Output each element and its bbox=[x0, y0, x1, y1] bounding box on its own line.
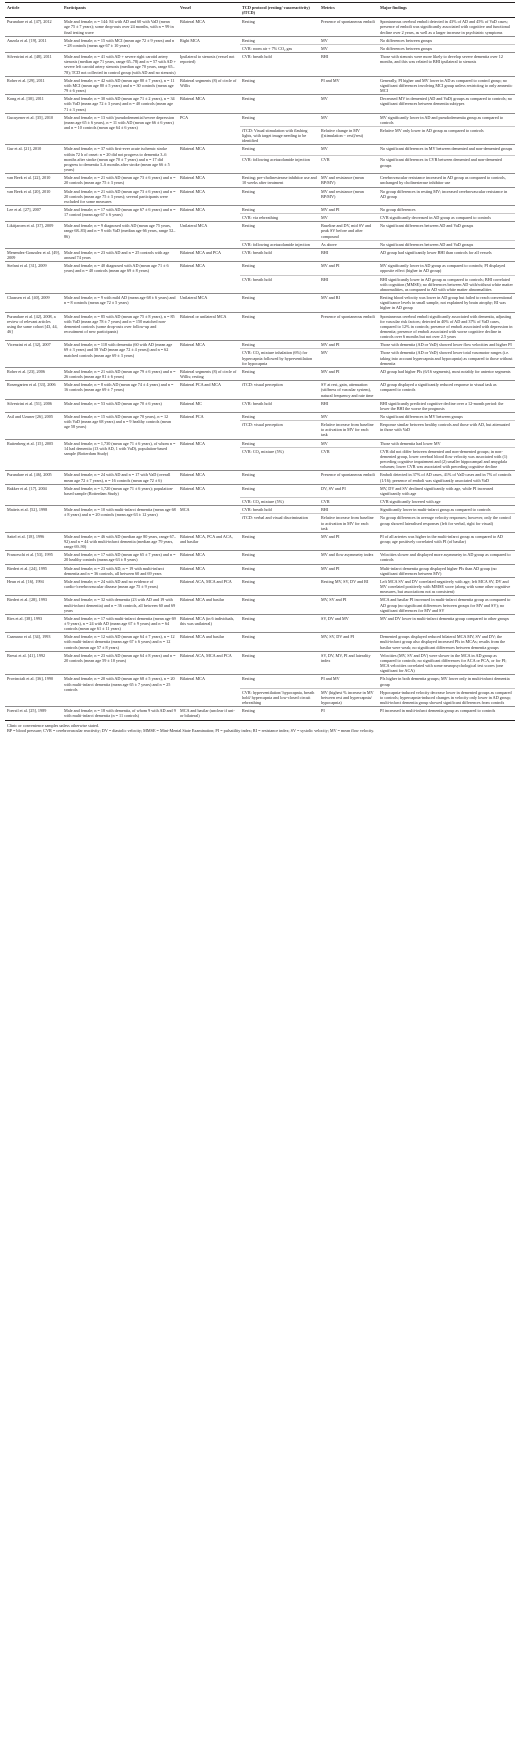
cell-article: Asil and Uzuner [26], 2005 bbox=[5, 413, 62, 440]
cell-metrics: MV, SV, DV and PI bbox=[319, 633, 378, 651]
cell-metrics: MV bbox=[319, 214, 378, 222]
cell-participants: Male and female; n = 17 with AD (mean age 67 ± 6 years) and n = 17 control (mean age 67 ± 6 years) bbox=[62, 206, 178, 222]
cell-findings: No group differences in resting MV; increased cerebrovascular resistance in AD group bbox=[378, 187, 515, 205]
cell-article: Purandare et al. [47], 2012 bbox=[5, 18, 62, 36]
cell-protocol: fTCD: visual perception bbox=[240, 421, 319, 439]
table-row bbox=[5, 471, 515, 484]
cell-article: Matteis et al. [52], 1998 bbox=[5, 506, 62, 533]
cell-findings: Cerebrovascular resistance increased in AD group as compared to controls, unchanged by cholinesterase inhibitor use bbox=[378, 174, 515, 187]
cell-metrics: MV bbox=[319, 113, 378, 126]
cell-participants: Male and female; n = 1,730 (mean age 71 ± 6 years), of whom n = 14 had dementia (13 with AD, 1 with VaD), population-based sample (Rotterdam Study) bbox=[62, 439, 178, 471]
cell-findings: Those with dementia (AD or VaD) showed lower total vasomotor ranges (i.e. taking into account hypercapnia and hypocapnia) as compared to those without dementia bbox=[378, 349, 515, 367]
cell-findings: CVR significantly decreased in AD group as compared to controls bbox=[378, 214, 515, 222]
cell-findings: MCA and basilar PI increased in multi-infarct dementia group as compared to AD group (no significant differences between groups for MV and SV); no significant differences for MV and SV bbox=[378, 596, 515, 614]
cell-vessel: Right MCA bbox=[178, 36, 240, 52]
cell-participants: Male and female; n = 53 with AD (mean age 70 ± 6 years) bbox=[62, 399, 178, 412]
cell-vessel: Bilateral MCA, PCA and ACA, and basilar bbox=[178, 532, 240, 550]
cell-vessel: Bilateral PCA and MCA bbox=[178, 381, 240, 399]
cell-protocol: Resting bbox=[240, 367, 319, 380]
cell-metrics: PI and MV bbox=[319, 675, 378, 688]
cell-findings: Multi-infarct dementia group displayed higher PIs than AD group (no significant differences between MV) bbox=[378, 564, 515, 577]
cell-protocol: Resting bbox=[240, 707, 319, 720]
header-metrics: Metrics bbox=[319, 3, 378, 18]
cell-participants: Male and female; n = 23 with AD and n = 25 controls with age around 74 years bbox=[62, 248, 178, 261]
cell-protocol: fTCD: verbal and visual discrimination bbox=[240, 514, 319, 532]
cell-participants: Male and female; n = 21 with AD (mean age 79 ± 6 years) and n = 26 controls (mean age 81 ± 6 years) bbox=[62, 367, 178, 380]
table-row bbox=[5, 312, 515, 341]
cell-participants: Male and female; n = 17 with multi-infarct dementia (mean age 69 ± 9 years), n = 24 with AD (mean age 67 ± 9 years) and n = 64 controls (mean age 61 ± 11 years) bbox=[62, 614, 178, 632]
cell-metrics: MV and PI bbox=[319, 206, 378, 214]
cell-protocol: Resting bbox=[240, 187, 319, 205]
cell-participants: Male and female; n = 15 with MCI (mean age 72 ± 9 years) and n = 28 controls (mean age 67 ± 10 years) bbox=[62, 36, 178, 52]
header-article: Article bbox=[5, 3, 62, 18]
cell-article: Ruitenberg et al. [15], 2005 bbox=[5, 439, 62, 471]
cell-metrics: MV and resistance (mean BP/MV) bbox=[319, 174, 378, 187]
cell-findings: Velocities (MV, SV and DV) were slower in the MCA in AD group as compared to controls; no significant differences for ACA or PCA, or for PI; MCA velocities correlated with some neuropsychological test scores (one significant for ACA) bbox=[378, 651, 515, 675]
cell-findings: Those with stenosis were more likely to develop severe dementia over 12 months, and this was related to BHI ipsilateral to stenosis bbox=[378, 53, 515, 77]
cell-article: Kong et al. [30], 2011 bbox=[5, 95, 62, 113]
cell-protocol: Resting bbox=[240, 222, 319, 240]
cell-protocol: Resting bbox=[240, 294, 319, 312]
cell-vessel: Bilateral MCA bbox=[178, 145, 240, 174]
footnote-abbreviations: BP = blood pressure; CVR = cerebrovascular reactivity; DV = diastolic velocity; MMSE = Mini-Mental State Examination; PI = pulsatility index; RI = resistance index; SV = systolic velocity; MV = mean flow velocity. bbox=[7, 727, 375, 733]
table-row bbox=[5, 95, 515, 113]
cell-vessel: Bilateral MCA bbox=[178, 206, 240, 222]
cell-protocol: CVR: breath hold bbox=[240, 53, 319, 77]
cell-participants: Male and female; n = 46 with AD (median age 80 years, range 67–92) and n = 44 with multi-infarct dementia (median age 79 years, range 69–90) bbox=[62, 532, 178, 550]
cell-vessel: Bilateral MCA bbox=[178, 484, 240, 505]
cell-metrics: BHI bbox=[319, 248, 378, 261]
cell-vessel: Bilateral ACA, MCA and PCA bbox=[178, 651, 240, 675]
table-row bbox=[5, 206, 515, 214]
cell-findings: Demented groups displayed reduced bilateral MCA MV, SV and DV; the multi-infarct group also displayed increased PIs in MCAs; results from the basilar were weak; no significant differences between dementia groups bbox=[378, 633, 515, 651]
cell-findings: Hypocapnia-induced velocity decrease lower in demented groups as compared to controls; hypercapnia-induced changes in velocity only lower in AD group; multi-infarct dementia group showed significant differences from controls bbox=[378, 688, 515, 706]
cell-participants: Male and female; n = 144: 84 with AD and 60 with VaD (mean age 75 ± 7 years); some drop-outs over 24 months, with n = 99 in final testing wave bbox=[62, 18, 178, 36]
cell-vessel: PCA bbox=[178, 113, 240, 145]
cell-article: Roher et al. [23], 2006 bbox=[5, 367, 62, 380]
cell-article: van Beek et al. [22], 2010 bbox=[5, 174, 62, 187]
cell-protocol: Resting bbox=[240, 76, 319, 94]
cell-article: Purandare et al. [42], 2008, a review of relevant articles using the same cohort [43, 44, 46] bbox=[5, 312, 62, 341]
cell-protocol: Resting bbox=[240, 145, 319, 156]
cell-article: Claassen et al. [40], 2009 bbox=[5, 294, 62, 312]
cell-article: Bressi et al. [41], 1992 bbox=[5, 651, 62, 675]
cell-metrics: MV and PI bbox=[319, 532, 378, 550]
table-row bbox=[5, 596, 515, 614]
cell-metrics: Relative increase from baseline to activation in MV for each task bbox=[319, 514, 378, 532]
cell-protocol: Resting bbox=[240, 551, 319, 564]
cell-article: Caamano et al. [34], 1993 bbox=[5, 633, 62, 651]
cell-protocol: CVR: via rebreathing bbox=[240, 214, 319, 222]
cell-vessel: MCA bbox=[178, 506, 240, 533]
table-row bbox=[5, 439, 515, 447]
cell-article: Likitjaroen et al. [37], 2009 bbox=[5, 222, 62, 249]
cell-metrics: MV and flow asymmetry index bbox=[319, 551, 378, 564]
table-row bbox=[5, 113, 515, 126]
cell-findings: Generally, PI higher and MV lower in AD as compared to control group; no significant differences involving MCI group unless restricting to only amnestic MCI bbox=[378, 76, 515, 94]
cell-metrics: MV and PI bbox=[319, 564, 378, 577]
cell-protocol: Resting bbox=[240, 564, 319, 577]
cell-vessel: Unilateral MCA bbox=[178, 222, 240, 249]
cell-article: Biedert et al. [24], 1995 bbox=[5, 564, 62, 577]
cell-metrics: Presence of spontaneous emboli bbox=[319, 18, 378, 36]
cell-findings: MV, DV and SV declined significantly with age, while PI increased significantly with age bbox=[378, 484, 515, 497]
cell-findings: CVR did not differ between demented and non-demented groups; in non-demented group, lower cerebral blood flow velocity was associated with (1) preceding cognitive impairment and (2) smaller hippocampal and amygdala volumes; lower CVR was associated with preceding cognitive decline bbox=[378, 447, 515, 471]
cell-findings: BHI significantly lower in AD group as compared to controls; BHI correlated with cognition (MMSE); no differences between AD with/without white matter abnormalities, as compared to AD with white matter abnormalities bbox=[378, 275, 515, 293]
table-footnote bbox=[5, 721, 515, 733]
footnote-sample-note: Clinic or convenience samples unless otherwise stated. bbox=[7, 722, 99, 728]
cell-participants: Male and female; n = 18 with dementia, of whom 9 with AD and 9 with multi-infarct dementia (n = 11 controls) bbox=[62, 707, 178, 720]
cell-protocol: CVR: hyperventilation/ hypocapnia, breath hold/ hypercapnia and low-closed circuit rebreathing bbox=[240, 688, 319, 706]
table-row bbox=[5, 484, 515, 497]
cell-vessel: Bilateral MCA bbox=[178, 95, 240, 113]
table-row bbox=[5, 294, 515, 312]
cell-metrics: MV bbox=[319, 413, 378, 421]
header-vessel: Vessel bbox=[178, 3, 240, 18]
table-row bbox=[5, 76, 515, 94]
header-major-findings: Major findings bbox=[378, 3, 515, 18]
cell-protocol: CVR: room air + 7% CO₂ gas bbox=[240, 44, 319, 52]
cell-findings: No significant differences in MV between groups bbox=[378, 413, 515, 421]
cell-vessel: Bilateral MCA and PCA bbox=[178, 248, 240, 261]
cell-participants: Male and female; n = 37 with first-ever acute ischemic stroke within 72 h of onset: n = 20 did not progress to dementia 3–6 months after stroke (mean age 70 ± 7 years) and n = 17 did progress to dementia 3–6 months after stroke (mean age 66 ± 5 years) bbox=[62, 145, 178, 174]
cell-metrics: BHI bbox=[319, 506, 378, 514]
table-body bbox=[5, 18, 515, 720]
cell-participants: Male and female; n = 21 with AD (mean age 73 ± 6 years) and n = 20 controls (mean age 75 ± 3 years) bbox=[62, 174, 178, 187]
cell-article: Silvestrini et al. [48], 2011 bbox=[5, 53, 62, 77]
cell-protocol: Resting; pre-cholinesterase inhibitor use and 10 weeks after treatment bbox=[240, 174, 319, 187]
table-row bbox=[5, 633, 515, 651]
table-row bbox=[5, 413, 515, 421]
cell-participants: Male and female; n = 10 with multi-infarct dementia (mean age 68 ± 8 years) and n = 20 controls (mean age 63 ± 12 years) bbox=[62, 506, 178, 533]
table-row bbox=[5, 262, 515, 275]
cell-metrics: CVR bbox=[319, 498, 378, 506]
cell-findings: Those with dementia had lower MV bbox=[378, 439, 515, 447]
table-row bbox=[5, 18, 515, 36]
cell-metrics: BHI bbox=[319, 53, 378, 77]
cell-findings: AD group had higher PIs (6/16 segments), most notably for anterior segments bbox=[378, 367, 515, 380]
cell-findings: Left MCA SV and DV correlated negatively with age; left MCA SV, DV and MV correlated positively with MMSE score (along with some other cognitive measures, but associations not as consistent) bbox=[378, 577, 515, 595]
table-row bbox=[5, 53, 515, 77]
cell-participants: Male and female; n = 24 with AD and n = 17 with VaD (overall mean age 72 ± 7 years), n = 16 controls (mean age 72 ± 6) bbox=[62, 471, 178, 484]
cell-metrics: SV at rest, gain, attenuation (stiffness of vascular system), natural frequency and rate time bbox=[319, 381, 378, 399]
cell-participants: Male and female; n = 15 with AD (mean age 70 years), n = 12 with VaD (mean age 68 years) and n = 9 healthy controls (mean age 58 years) bbox=[62, 413, 178, 440]
studies-table bbox=[5, 2, 515, 721]
cell-participants: Male and female; n = 32 with dementia (23 with AD and 19 with multi-infarct dementia) and n = 36 controls, all between 60 and 69 years bbox=[62, 596, 178, 614]
cell-metrics: DV, SV and PI bbox=[319, 484, 378, 497]
cell-vessel: Bilateral MC bbox=[178, 399, 240, 412]
cell-article: Stefani et al. [31], 2009 bbox=[5, 262, 62, 294]
table-row bbox=[5, 614, 515, 632]
table-row bbox=[5, 675, 515, 688]
cell-metrics: CVR bbox=[319, 156, 378, 174]
table-row bbox=[5, 399, 515, 412]
cell-protocol: Resting bbox=[240, 484, 319, 497]
cell-findings: No differences between groups bbox=[378, 44, 515, 52]
cell-participants: Male and female; n = 41 with AD + severe right carotid artery stenosis (median age 71 years, range 65–78) and n = 57 with AD + severe left carotid artery stenosis (median age 70 years, range 65–78); TCD not collected in control group (with AD and no stenosis) bbox=[62, 53, 178, 77]
cell-article: Foerstl et al. [25], 1989 bbox=[5, 707, 62, 720]
cell-participants: Male and female; n = 12 with AD (mean age 64 ± 7 years), n = 12 with multi-infarct dementia (mean age 67 ± 6 years) and n = 12 controls (mean age 57 ± 8 years) bbox=[62, 633, 178, 651]
cell-protocol: CVR: breath hold bbox=[240, 506, 319, 514]
cell-protocol: Resting bbox=[240, 577, 319, 595]
table-row bbox=[5, 551, 515, 564]
cell-article: Sattel et al. [18], 1996 bbox=[5, 532, 62, 550]
cell-vessel: Bilateral MCA (in 6 individuals, this was unilateral) bbox=[178, 614, 240, 632]
cell-participants: Male and female; n = 23 with AD, n = 19 with multi-infarct dementia and n = 36 controls, all between 60 and 69 years bbox=[62, 564, 178, 577]
cell-vessel: Bilateral MCA bbox=[178, 564, 240, 577]
cell-protocol: CVR: breath hold bbox=[240, 248, 319, 261]
cell-findings: Spontaneous cerebral emboli detected in 43% of AD and 45% of VaD cases; presence of emboli was significantly associated with cognitive and functional decline over 2 years, as well as a larger increase in psychiatric symptoms bbox=[378, 18, 515, 36]
cell-findings: Resting blood velocity was lower in AD group but failed to reach conventional significance levels in small sample, not explained by brain atrophy; RI was higher in AD group bbox=[378, 294, 515, 312]
table-row bbox=[5, 381, 515, 399]
cell-article: Franceschi et al. [53], 1995 bbox=[5, 551, 62, 564]
cell-findings: No group differences in average velocity responses; however, only the control group showed lateralised responses (left for verbal, right for visual) bbox=[378, 514, 515, 532]
cell-findings: AD group had significantly lower BHI than controls for all vessels bbox=[378, 248, 515, 261]
table-row bbox=[5, 222, 515, 240]
table-row bbox=[5, 577, 515, 595]
cell-metrics: SV, DV and MV bbox=[319, 614, 378, 632]
cell-findings: Spontaneous cerebral emboli significantly associated with dementia, adjusting for vascular risk factors; detected in 40% of AD and 37% of VaD cases, compared to 12% in controls; presence of emboli associated with depression in dementia; presence of emboli associated with worse cognitive decline in controls over 6 months but not over 2.5 years bbox=[378, 312, 515, 341]
cell-metrics: MV bbox=[319, 36, 378, 44]
cell-vessel: Bilateral segments (8) of circle of Willis bbox=[178, 76, 240, 94]
cell-protocol: fTCD: visual perception bbox=[240, 381, 319, 399]
cell-metrics: PI and MV bbox=[319, 76, 378, 94]
cell-metrics: MV and PI bbox=[319, 262, 378, 275]
cell-metrics: PI bbox=[319, 707, 378, 720]
cell-metrics: Resting MV, SV, DV and RI bbox=[319, 577, 378, 595]
cell-article: Biedert et al. [28], 1993 bbox=[5, 596, 62, 614]
cell-metrics: MV bbox=[319, 349, 378, 367]
cell-findings: Those with dementia (AD or VaD) showed lower flow velocities and higher PI bbox=[378, 341, 515, 349]
header-participants: Participants bbox=[62, 3, 178, 18]
cell-metrics: SV, DV, MV, PI and laterality index bbox=[319, 651, 378, 675]
cell-protocol: Resting bbox=[240, 113, 319, 126]
cell-protocol: CVR: following acetazolamide injection bbox=[240, 156, 319, 174]
table-row bbox=[5, 367, 515, 380]
cell-participants: Male and female; n = 9 diagnosed with AD (mean age 75 years, range 68–83) and n = 9 with VaD (median age 66 years, range 52–86) bbox=[62, 222, 178, 249]
table-row bbox=[5, 707, 515, 720]
cell-protocol: Resting bbox=[240, 471, 319, 484]
cell-findings: No group differences bbox=[378, 206, 515, 214]
cell-article: Heun et al. [16], 1994 bbox=[5, 577, 62, 595]
cell-participants: Male and female; n = 17 with AD (mean age 65 ± 7 years) and n = 20 healthy controls (mean age 63 ± 8 years) bbox=[62, 551, 178, 564]
cell-article: Silvestrini et al. [51], 2006 bbox=[5, 399, 62, 412]
cell-vessel: Bilateral MCA bbox=[178, 551, 240, 564]
cell-protocol: Resting bbox=[240, 262, 319, 275]
cell-vessel: MCA and basilar (unclear if uni- or bilateral) bbox=[178, 707, 240, 720]
table-row bbox=[5, 651, 515, 675]
cell-vessel: Bilateral MCA bbox=[178, 341, 240, 368]
cell-protocol: CVR: following acetazolamide injection bbox=[240, 240, 319, 248]
cell-metrics: MV and RI bbox=[319, 294, 378, 312]
cell-findings: Decreased MV in demented (AD and VaD) groups as compared to controls; no significant differences between dementia subtypes bbox=[378, 95, 515, 113]
cell-metrics: MV bbox=[319, 95, 378, 113]
cell-vessel: Ipsilateral to stenosis (vessel not reported) bbox=[178, 53, 240, 77]
cell-findings: MV significantly lower in AD group as compared to controls; PI displayed opposite effect (higher in AD group) bbox=[378, 262, 515, 275]
cell-findings: Emboli detected in 37% of AD cases, 41% of VaD cases and in 7% of controls (1/16); presence of emboli was significantly associated with VaD bbox=[378, 471, 515, 484]
cell-metrics: BHI bbox=[319, 399, 378, 412]
cell-participants: Male and female; n = 42 with AD (mean age 80 ± 7 years), n = 11 with MCI (mean age 80 ± 5 years) and n = 30 controls (mean age 79 ± 6 years) bbox=[62, 76, 178, 94]
cell-article: Gur et al. [21], 2010 bbox=[5, 145, 62, 174]
cell-findings: CVR significantly lowered with age bbox=[378, 498, 515, 506]
cell-protocol: Resting bbox=[240, 341, 319, 349]
cell-protocol: Resting bbox=[240, 532, 319, 550]
cell-metrics: Presence of spontaneous emboli bbox=[319, 471, 378, 484]
cell-metrics: CVR bbox=[319, 447, 378, 471]
cell-protocol: CVR: breath hold bbox=[240, 275, 319, 293]
cell-participants: Male and female; n = 9 with mild AD (mean age 68 ± 6 years) and n = 8 controls (mean age 72 ± 5 years) bbox=[62, 294, 178, 312]
cell-findings: No significant differences in CVR between demented and non-demented groups bbox=[378, 156, 515, 174]
table-row bbox=[5, 187, 515, 205]
cell-metrics: MV bbox=[319, 439, 378, 447]
cell-findings: MV and DV lower in multi-infarct dementia group compared to other groups bbox=[378, 614, 515, 632]
cell-protocol: Resting bbox=[240, 596, 319, 614]
cell-protocol: Resting bbox=[240, 439, 319, 447]
cell-metrics: Relative increase from baseline to activation in MV for each task bbox=[319, 421, 378, 439]
cell-metrics: MV and PI bbox=[319, 367, 378, 380]
cell-participants: Male and female; n = 21 with AD (mean age 73 ± 6 years) and n = 20 controls (mean age 75 ± 3 years); several participants were excluded for some measures bbox=[62, 187, 178, 205]
cell-vessel: Bilateral MCA bbox=[178, 262, 240, 294]
table-header bbox=[5, 3, 515, 18]
cell-findings: AD group displayed a significantly reduced response to visual task as compared to controls bbox=[378, 381, 515, 399]
cell-protocol: CVR: CO₂ mixture inhalation (6%) for hypercapnia followed by hyperventilation for hypocapnia bbox=[240, 349, 319, 367]
cell-metrics: MV bbox=[319, 145, 378, 156]
cell-article: Gucuyener et al. [35], 2010 bbox=[5, 113, 62, 145]
cell-protocol: CVR: CO₂ mixture (5%) bbox=[240, 498, 319, 506]
cell-metrics: As above bbox=[319, 240, 378, 248]
cell-vessel: Unilateral MCA bbox=[178, 294, 240, 312]
cell-metrics: Presence of spontaneous emboli bbox=[319, 312, 378, 341]
table-row bbox=[5, 341, 515, 349]
cell-participants: Male and female; n = 20 with AD (mean age 68 ± 5 years), n = 20 with multi-infarct dementia (mean age 65 ± 7 years) and n = 25 controls bbox=[62, 675, 178, 707]
cell-article: Bakker et al. [17], 2004 bbox=[5, 484, 62, 505]
table-row bbox=[5, 145, 515, 156]
cell-article: Menendez-Gonzalez et al. [49], 2009 bbox=[5, 248, 62, 261]
cell-vessel: Bilateral PCA bbox=[178, 413, 240, 440]
table-row bbox=[5, 564, 515, 577]
cell-findings: PIs higher in both dementia groups; MV lower only in multi-infarct dementia group bbox=[378, 675, 515, 688]
cell-article: Roher et al. [29], 2011 bbox=[5, 76, 62, 94]
cell-metrics: MV and resistance (mean BP/MV) bbox=[319, 187, 378, 205]
cell-article: van Beek et al. [20], 2010 bbox=[5, 187, 62, 205]
table-row bbox=[5, 174, 515, 187]
cell-participants: Male and female; n = 23 with AD (mean age 64 ± 8 years) and n = 20 controls (mean age 59 ± 10 years) bbox=[62, 651, 178, 675]
cell-findings: Response similar between healthy controls and those with AD, but attenuated in those with VaD bbox=[378, 421, 515, 439]
cell-participants: Male and female; n = 8 with AD (mean age 74 ± 4 years) and n = 16 controls (mean age 69 ± 7 years) bbox=[62, 381, 178, 399]
cell-vessel: Bilateral MCA bbox=[178, 675, 240, 707]
cell-findings: PI of all arteries was higher in the multi-infarct group as compared to AD group; age positively correlated with PI (of basilar) bbox=[378, 532, 515, 550]
cell-protocol: CVR: breath hold bbox=[240, 399, 319, 412]
table-row bbox=[5, 532, 515, 550]
cell-vessel: Bilateral ACA, MCA and PCA bbox=[178, 577, 240, 595]
cell-findings: Relative MV only lower in AD group as compared to controls bbox=[378, 126, 515, 144]
cell-findings: Velocities slower and displayed more asymmetry in AD group as compared to controls bbox=[378, 551, 515, 564]
cell-protocol: fTCD: Visual stimulation with flashing lights, with target image needing to be identified bbox=[240, 126, 319, 144]
cell-metrics: Baseline and DV, mid SV and peak SV before and after compound bbox=[319, 222, 378, 240]
cell-metrics: BHI bbox=[319, 275, 378, 293]
cell-article: Ries et al. [38], 1993 bbox=[5, 614, 62, 632]
cell-protocol: Resting bbox=[240, 95, 319, 113]
cell-protocol: Resting bbox=[240, 614, 319, 632]
cell-protocol: Resting bbox=[240, 206, 319, 214]
cell-findings: PI increased in multi-infarct dementia group as compared to controls bbox=[378, 707, 515, 720]
cell-protocol: Resting bbox=[240, 633, 319, 651]
cell-findings: No significant differences between AD and VaD groups bbox=[378, 240, 515, 248]
cell-protocol: Resting bbox=[240, 651, 319, 675]
cell-protocol: Resting bbox=[240, 413, 319, 421]
cell-vessel: Bilateral MCA and basilar bbox=[178, 596, 240, 614]
cell-article: Provinciali et al. [36], 1990 bbox=[5, 675, 62, 707]
cell-vessel: Bilateral MCA bbox=[178, 18, 240, 36]
cell-vessel: Bilateral MCA bbox=[178, 174, 240, 187]
cell-article: Lee et al. [27], 2007 bbox=[5, 206, 62, 222]
cell-vessel: Bilateral MCA bbox=[178, 471, 240, 484]
cell-metrics: MV bbox=[319, 44, 378, 52]
cell-vessel: Bilateral MCA and basilar bbox=[178, 633, 240, 651]
cell-participants: Male and female; n = 13 with 'pseudodementia'/severe depression (mean age 65 ± 6 years), n = 11 with AD (mean age 66 ± 6 years) and n = 10 controls (mean age 64 ± 6 years) bbox=[62, 113, 178, 145]
cell-findings: BHI significantly predicted cognitive decline over a 12-month period: the lower the BHI the worse the prognosis bbox=[378, 399, 515, 412]
cell-protocol: Resting bbox=[240, 675, 319, 688]
cell-participants: Male and female; n = 1,720 (mean age 71 ± 6 years); population-based sample (Rotterdam Study) bbox=[62, 484, 178, 505]
cell-metrics: MV, SV and PI bbox=[319, 596, 378, 614]
cell-metrics: MV (highest % increase in MV between rest and hypercapnia/ hypocapnia) bbox=[319, 688, 378, 706]
cell-vessel: Bilateral or unilateral MCA bbox=[178, 312, 240, 341]
cell-findings: No significant differences between AD and VaD groups bbox=[378, 222, 515, 240]
cell-findings: No differences between groups bbox=[378, 36, 515, 44]
header-tcd-protocol: TCD protocol (resting/ vasoreactivity) (fTCD) bbox=[240, 3, 319, 18]
cell-participants: Male and female; n = 85 with AD (mean age 75 ± 8 years), n = 85 with VaD (mean age 78 ± 7 years) and n = 150 matched non-demented controls (some drop-outs over follow-up and recruitment of new participants) bbox=[62, 312, 178, 341]
table-row bbox=[5, 248, 515, 261]
cell-vessel: Bilateral segments (8) of circle of Willis; resting bbox=[178, 367, 240, 380]
table-row bbox=[5, 506, 515, 514]
cell-findings: No significant differences in MV between demented and non-demented groups bbox=[378, 145, 515, 156]
cell-protocol: Resting bbox=[240, 36, 319, 44]
cell-findings: MV significantly lower in AD and pseudodementia group as compared to controls bbox=[378, 113, 515, 126]
cell-metrics: MV and PI bbox=[319, 341, 378, 349]
cell-participants: Male and female; n = 40 diagnosed with AD (mean age 71 ± 6 years) and n = 40 controls (mean age 69 ± 8 years) bbox=[62, 262, 178, 294]
cell-article: Anzola et al. [19], 2011 bbox=[5, 36, 62, 52]
cell-protocol: Resting bbox=[240, 312, 319, 341]
cell-article: Rosengarten et al. [33], 2006 bbox=[5, 381, 62, 399]
cell-participants: Male and female; n = 118 with dementia (60 with AD (mean age 69 ± 3 years) and 58 VaD (mean age 72 ± 4 years)) and n = 62 matched controls (mean age 69 ± 3 years) bbox=[62, 341, 178, 368]
cell-participants: Male and female; n = 24 with AD and no evidence of cardio-/cerebrovascular disease (mean age 75 ± 9 years) bbox=[62, 577, 178, 595]
cell-metrics: Relative change in MV ([stimulation − rest]/rest) bbox=[319, 126, 378, 144]
cell-protocol: Resting bbox=[240, 18, 319, 36]
cell-vessel: Bilateral MCA bbox=[178, 439, 240, 471]
cell-article: Purandare et al. [46], 2005 bbox=[5, 471, 62, 484]
cell-participants: Male and female; n = 30 with AD (mean age 71 ± 2 years), n = 34 with VaD (mean age 72 ± 3 years) and n = 40 controls (mean age 71 ± 3 years) bbox=[62, 95, 178, 113]
cell-vessel: Bilateral MCA bbox=[178, 187, 240, 205]
cell-findings: Significantly lower in multi-infarct group as compared to controls bbox=[378, 506, 515, 514]
table-row bbox=[5, 36, 515, 44]
cell-article: Vicenzini et al. [32], 2007 bbox=[5, 341, 62, 368]
cell-protocol: CVR: CO₂ mixture (5%) bbox=[240, 447, 319, 471]
